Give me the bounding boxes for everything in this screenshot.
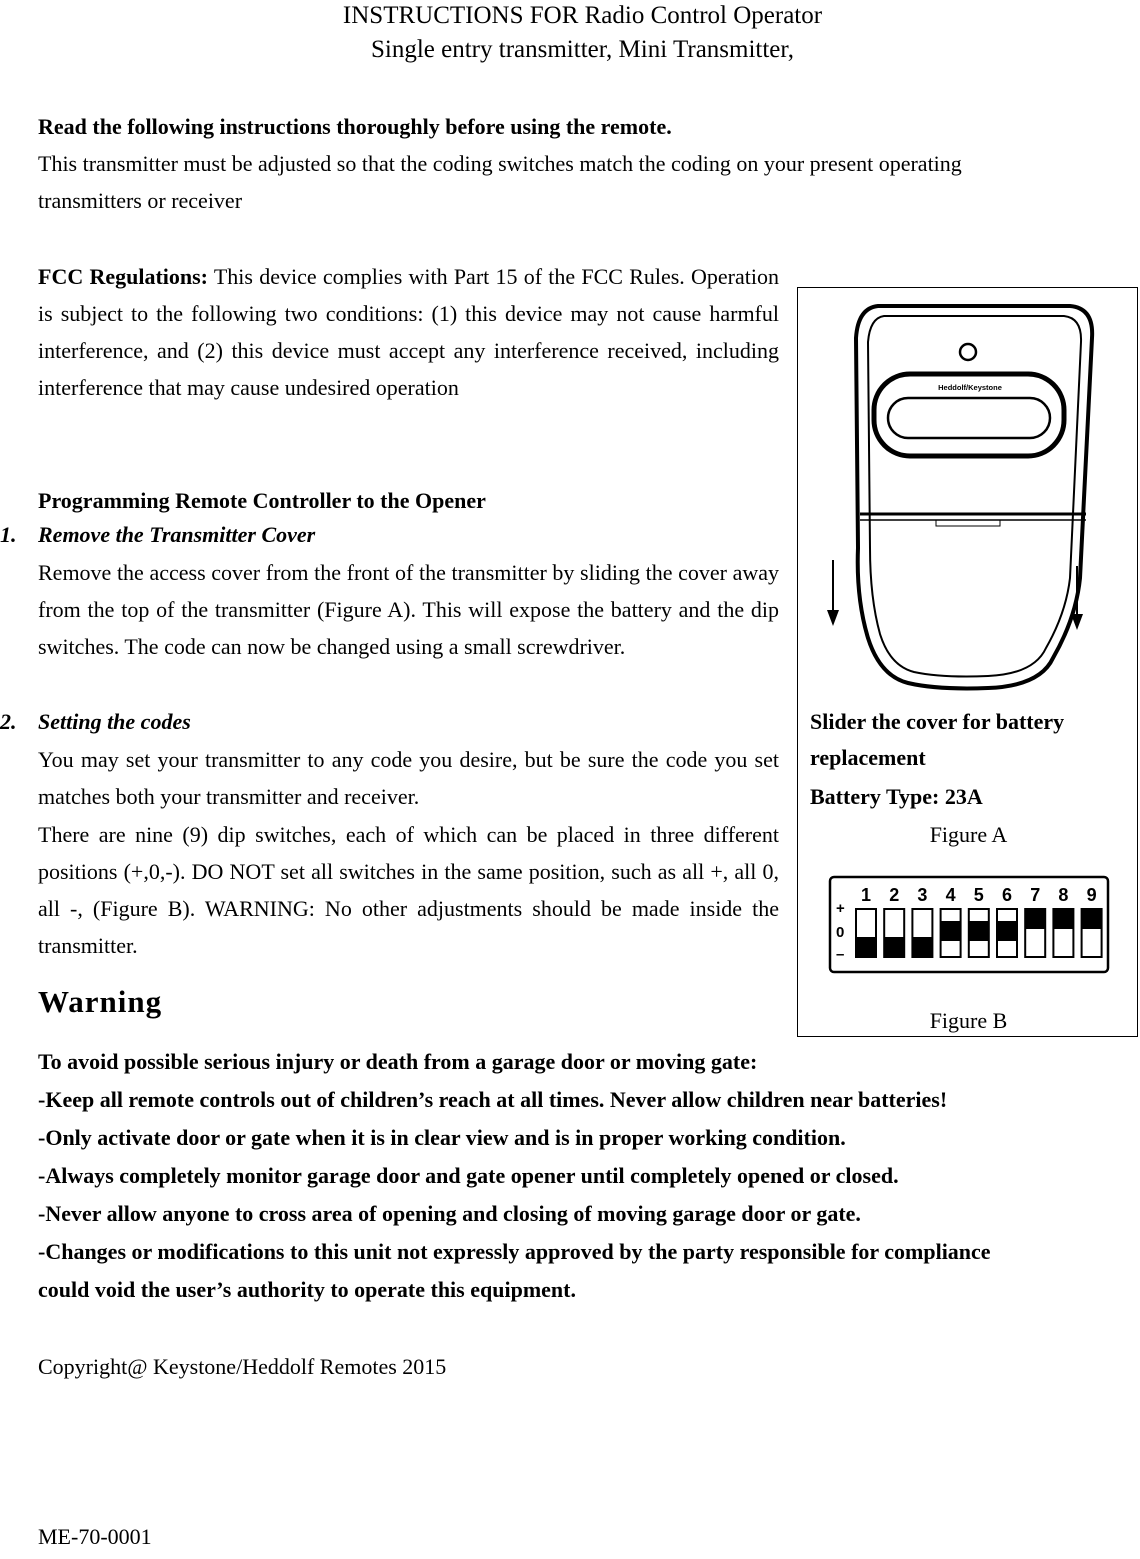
step-2-text-2: There are nine (9) dip switches, each of which can be placed in three different positions (+,0,-). DO NOT set all switches in the same position, such as all +, all 0, all -, (Figure B). WARNING: No other adjustments should be made inside the transmitter. — [38, 822, 779, 958]
fcc-paragraph — [38, 258, 779, 406]
switch-number: 7 — [1030, 885, 1041, 905]
figure-b-label: Figure B — [929, 1008, 1008, 1033]
intro-bold: Read the following instructions thoroughly before using the remote. — [38, 114, 672, 139]
position-label: – — [836, 946, 845, 963]
figure-box — [797, 287, 1138, 1037]
page-subtitle: Single entry transmitter, Mini Transmitter, — [371, 36, 794, 63]
dip-switch-knob — [1082, 909, 1102, 929]
fcc-label: FCC Regulations: — [38, 264, 209, 289]
step-1-title: Remove the Transmitter Cover — [38, 522, 316, 547]
slide-arrow-left-head — [827, 610, 839, 626]
warning-line-7: could void the user’s authority to operate this equipment. — [38, 1277, 576, 1302]
switch-number: 9 — [1086, 885, 1097, 905]
fcc-text: This device complies with Part 15 of the FCC Rules. Operation is subject to the following two conditions: (1) this device may not cause harmful interference, and (2) this device must accept any interference received, including interference that may cause undesired operation — [38, 264, 780, 400]
transmitter-outline — [856, 306, 1092, 688]
dip-switch-knob — [941, 921, 961, 941]
switch-number: 6 — [1001, 885, 1013, 905]
step-1-number: 1. — [0, 522, 17, 547]
warning-line-3: -Only activate door or gate when it is in clear view and is in proper working condition. — [38, 1125, 846, 1150]
intro-line-2: This transmitter must be adjusted so that the coding switches match the coding on your present operating — [38, 151, 962, 176]
dip-switch-knob — [997, 921, 1017, 941]
transmitter-inner-outline — [868, 316, 1081, 677]
button-inner — [888, 398, 1050, 438]
switch-number: 3 — [917, 885, 928, 905]
copyright: Copyright@ Keystone/Heddolf Remotes 2015 — [38, 1354, 447, 1379]
dip-switch-knob — [969, 921, 989, 941]
transmitter-figure — [818, 298, 1118, 698]
position-label: + — [836, 900, 845, 917]
battery-type: Battery Type: 23A — [810, 784, 983, 809]
dip-switch-knob — [856, 937, 876, 957]
switch-number: 4 — [945, 885, 956, 905]
step-2-number: 2. — [0, 709, 17, 734]
warning-line-2: -Keep all remote controls out of children’s reach at all times. Never allow children near batteries! — [38, 1087, 948, 1112]
dip-switch-knob — [912, 937, 932, 957]
doc-id: ME-70-0001 — [38, 1524, 152, 1549]
switch-number: 5 — [973, 885, 984, 905]
step-2-text-1: You may set your transmitter to any code you desire, but be sure the code you set matches both your transmitter and receiver. — [38, 747, 779, 809]
figure-a-caption-1: Slider the cover for battery — [810, 709, 1065, 734]
warning-line-5: -Never allow anyone to cross area of opening and closing of moving garage door or gate. — [38, 1201, 861, 1226]
intro-line-3: transmitters or receiver — [38, 188, 243, 213]
warning-line-4: -Always completely monitor garage door and gate opener until completely opened or closed. — [38, 1163, 899, 1188]
led-indicator — [960, 344, 976, 360]
figure-a-label: Figure A — [929, 822, 1008, 847]
step-2-title: Setting the codes — [38, 709, 191, 734]
switch-number: 1 — [860, 885, 872, 905]
page-title: INSTRUCTIONS FOR Radio Control Operator — [342, 2, 823, 29]
position-label: 0 — [836, 924, 845, 941]
dip-switch-knob — [1025, 909, 1045, 929]
slide-arrow-right-head — [1071, 614, 1083, 630]
dip-switch-figure — [828, 875, 1112, 977]
dip-switch-knob — [1053, 909, 1073, 929]
dip-switch-knob — [884, 937, 904, 957]
warning-heading: Warning — [38, 984, 163, 1019]
warning-line-1: To avoid possible serious injury or death from a garage door or moving gate: — [38, 1049, 758, 1074]
figure-a-caption-2: replacement — [810, 745, 926, 770]
programming-heading: Programming Remote Controller to the Opener — [38, 488, 486, 513]
switch-number: 2 — [889, 885, 900, 905]
brand-label: Heddolf/Keystone — [938, 383, 1002, 392]
warning-line-6: -Changes or modifications to this unit not expressly approved by the party responsible for compliance — [38, 1239, 991, 1264]
step-1-text: Remove the access cover from the front of the transmitter by sliding the cover away from the top of the transmitter (Figure A). This will expose the battery and the dip switches. The code can now be changed using a small screwdriver. — [38, 560, 779, 659]
cover-tab — [936, 520, 1000, 526]
switch-number: 8 — [1058, 885, 1069, 905]
